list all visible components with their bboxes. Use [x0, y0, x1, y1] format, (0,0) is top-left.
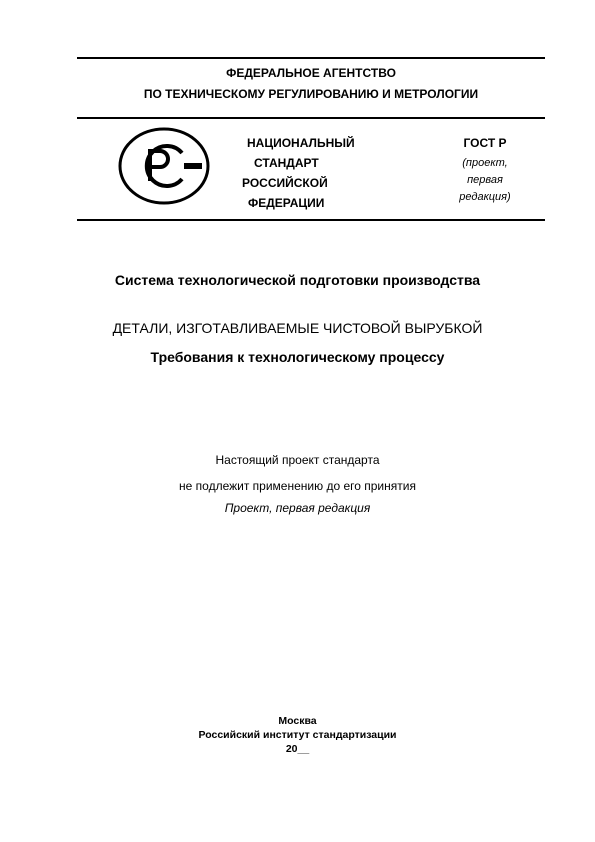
gost-note-line-1: (проект, — [462, 157, 508, 169]
standard-type-block — [232, 133, 392, 213]
footer-city: Москва — [278, 715, 317, 727]
header-divider-rule — [77, 117, 545, 119]
document-main-title: ДЕТАЛИ, ИЗГОТАВЛИВАЕМЫЕ ЧИСТОВОЙ ВЫРУБКОЙ — [112, 320, 483, 336]
header-bottom-rule — [77, 219, 545, 221]
system-title: Система технологической подготовки производства — [114, 272, 481, 288]
notice-line-1: Настоящий проект стандарта — [215, 453, 380, 467]
agency-name-line-1: ФЕДЕРАЛЬНОЕ АГЕНТСТВО — [226, 66, 396, 80]
logo-mark-text: PC — [164, 171, 166, 172]
standard-type-line-4: ФЕДЕРАЦИИ — [248, 196, 325, 210]
gost-title: ГОСТ Р — [463, 136, 507, 150]
standard-type-line-1: НАЦИОНАЛЬНЫЙ — [247, 136, 355, 150]
top-rule — [77, 57, 545, 59]
agency-name-line-2: ПО ТЕХНИЧЕСКОМУ РЕГУЛИРОВАНИЮ И МЕТРОЛОГИИ — [143, 87, 479, 101]
footer-year: 20__ — [285, 743, 310, 755]
notice-line-2: не подлежит применению до его принятия — [179, 479, 416, 493]
standard-type-line-3: РОССИЙСКОЙ — [242, 176, 328, 190]
gost-designation-block — [440, 135, 530, 206]
standard-type-line-2: СТАНДАРТ — [254, 156, 319, 170]
gost-note-line-3: редакция) — [459, 191, 511, 203]
notice-line-3: Проект, первая редакция — [224, 501, 371, 515]
rst-certification-mark-icon — [118, 127, 210, 205]
footer-publisher: Российский институт стандартизации — [198, 729, 397, 741]
gost-note-line-2: первая — [467, 174, 503, 186]
document-subtitle: Требования к технологическому процессу — [150, 349, 445, 365]
